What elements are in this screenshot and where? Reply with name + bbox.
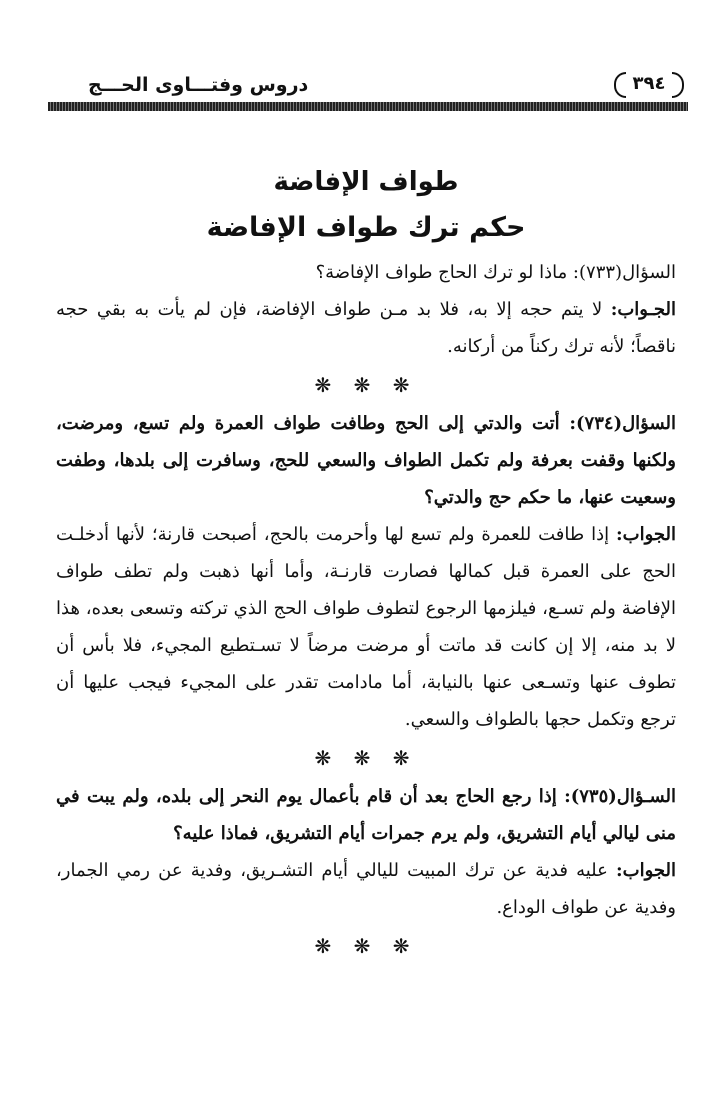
answer-label: الجواب: [616, 524, 676, 545]
answer-734 [56, 516, 676, 738]
answer-text: إذا طافت للعمرة ولم تسع لها وأحرمت بالحج، أصبحت قارنة؛ لأنها أدخلـت الحج على العمرة قبل كمالها فصارت قارنـة، وأما أنها ذهبت ولم تطف طواف الإفاضة ولم تسـع، فيلزمها الرجوع لتطوف طواف الحج الذي تركته وتسعى بعده، هذا لا بد منه، إلا إن كانت قد ماتت أو مرضت مرضاً لا تسـتطيع المجيء، فلا بأس أن تطوف عنها وتسـعى عنها بالنيابة، أما مادامت تقدر على المجيء فيجب عليها أن ترجع وتكمل حجها بالطواف والسعي. [56, 524, 676, 730]
separator-1: ❋ ❋ ❋ [314, 373, 418, 397]
page-body [56, 160, 676, 966]
section-title: طواف الإفاضة [273, 167, 459, 197]
answer-label: الجواب: [616, 860, 676, 881]
page-header [48, 66, 688, 114]
question-734: السؤال(٧٣٤): أتت والدتي إلى الحج وطافت طواف العمرة ولم تسع، ومرضت، ولكنها وقفت بعرفة ولم تكمل الطواف والسعي للحج، وسافرت إلى بلدها، وطفت وسعيت عنها، ما حكم حج والدتي؟ [56, 413, 676, 508]
running-title: دروس وفتـــاوى الحـــج [88, 74, 309, 96]
separator-3: ❋ ❋ ❋ [314, 934, 418, 958]
question-733: السؤال(٧٣٣): ماذا لو ترك الحاج طواف الإفاضة؟ [315, 262, 676, 283]
separator-2: ❋ ❋ ❋ [314, 746, 418, 770]
answer-text: عليه فدية عن ترك المبيت لليالي أيام التشـريق، وفدية عن رمي الجمار، وفدية عن طواف الوداع. [56, 860, 676, 918]
page-number: ٣٩٤ [610, 68, 688, 98]
answer-text: لا يتم حجه إلا به، فلا بد مـن طواف الإفاضة، فإن لم يأت به بقي حجه ناقصاً؛ لأنه ترك ركناً من أركانه. [56, 299, 676, 357]
answer-733 [56, 291, 676, 365]
header-rule [48, 102, 688, 111]
answer-label: الجـواب: [610, 299, 676, 320]
answer-735 [56, 852, 676, 926]
question-735: السـؤال(٧٣٥): إذا رجع الحاج بعد أن قام بأعمال يوم النحر إلى بلده، ولم يبت في منى ليالي أيام التشريق، ولم يرم جمرات أيام التشريق، فماذا عليه؟ [56, 786, 676, 844]
section-subtitle: حكم ترك طواف الإفاضة [206, 212, 526, 243]
